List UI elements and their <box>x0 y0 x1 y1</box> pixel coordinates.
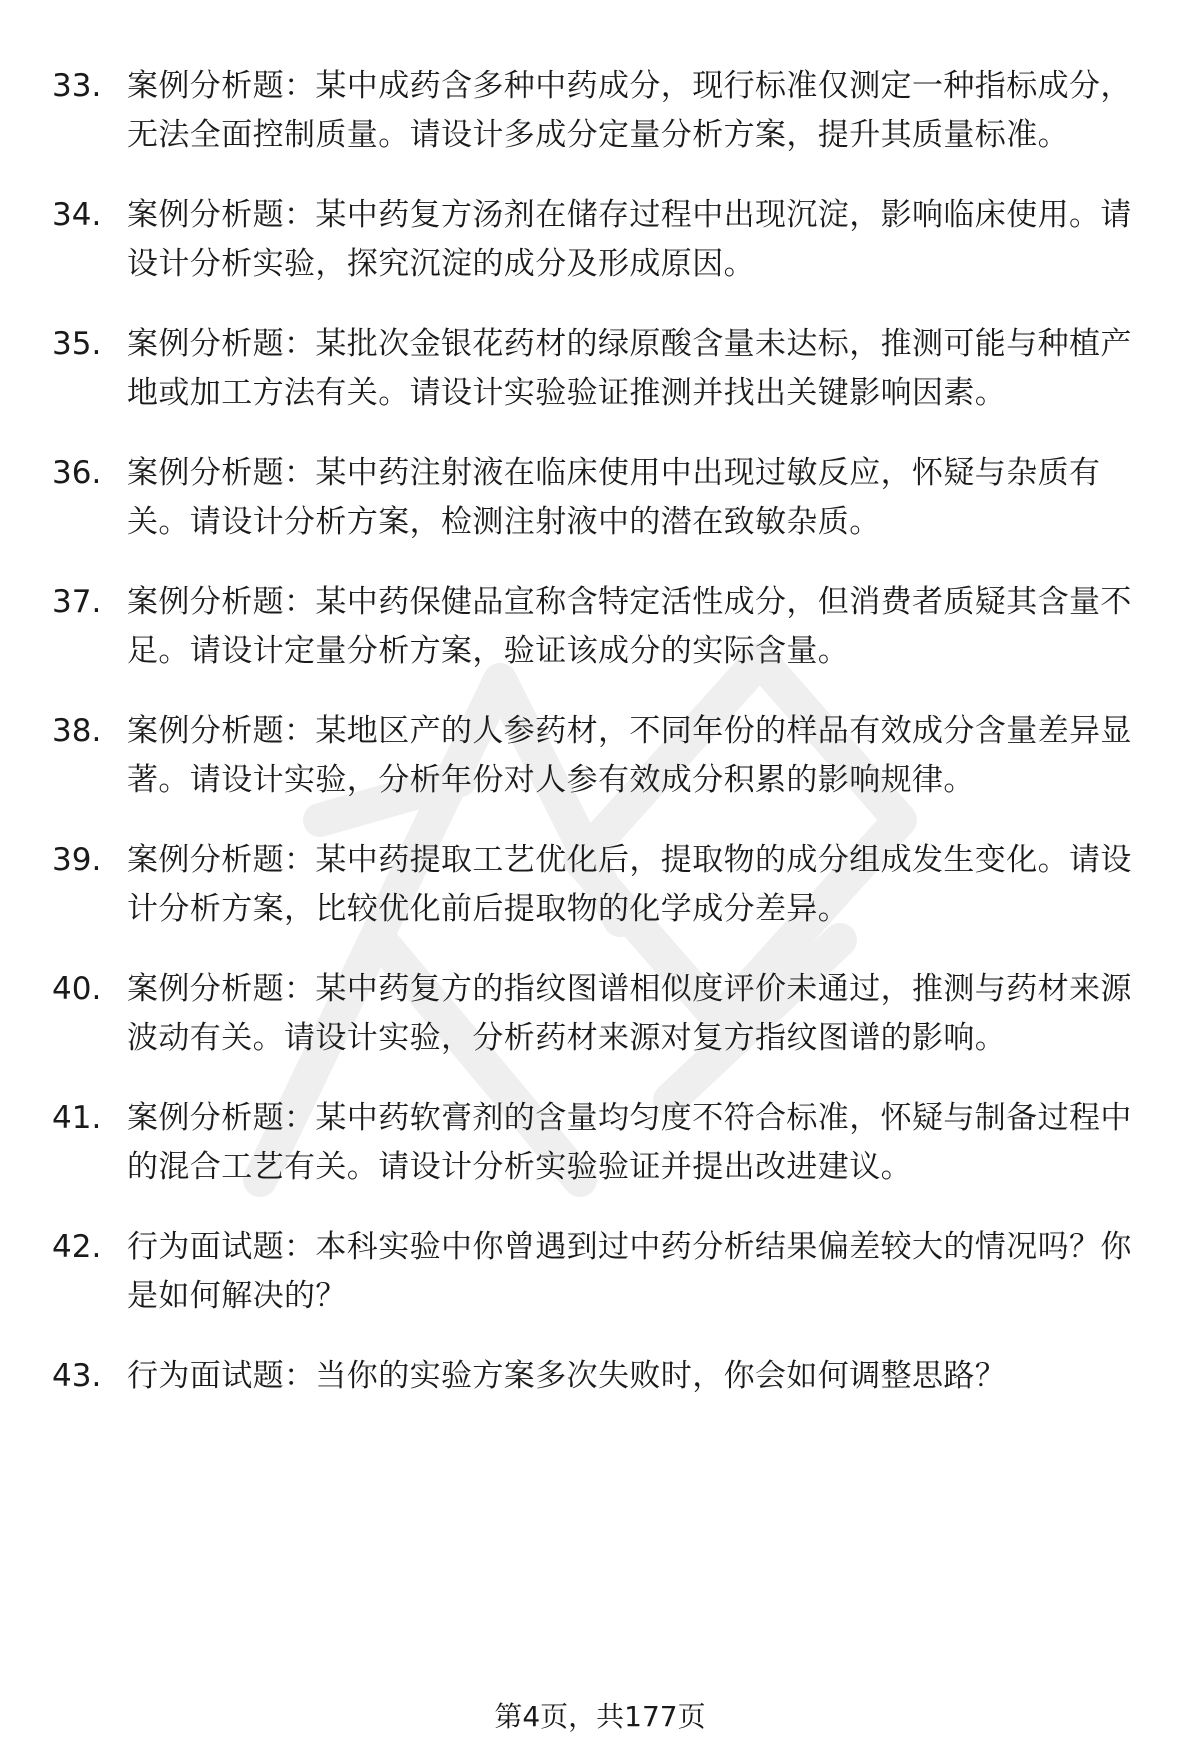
list-item <box>52 320 1152 418</box>
list-item <box>52 578 1152 676</box>
question-number: 37. <box>52 584 102 620</box>
list-item <box>52 191 1152 289</box>
question-number: 43. <box>52 1358 102 1394</box>
question-text: 行为面试题：当你的实验方案多次失败时，你会如何调整思路？ <box>127 1358 1007 1394</box>
question-text: 案例分析题：某中药保健品宣称含特定活性成分，但消费者质疑其含量不足。请设计定量分析方案，验证该成分的实际含量。 <box>127 584 1132 669</box>
question-number: 33. <box>52 68 102 104</box>
list-item <box>52 1352 1152 1401</box>
question-number: 39. <box>52 842 102 878</box>
question-number: 41. <box>52 1100 102 1136</box>
question-number: 34. <box>52 197 102 233</box>
question-text: 案例分析题：某中药注射液在临床使用中出现过敏反应，怀疑与杂质有关。请设计分析方案，检测注射液中的潜在致敏杂质。 <box>127 455 1101 540</box>
list-item <box>52 1094 1152 1192</box>
list-item <box>52 62 1152 160</box>
question-text: 案例分析题：某批次金银花药材的绿原酸含量未达标，推测可能与种植产地或加工方法有关。请设计实验验证推测并找出关键影响因素。 <box>127 326 1132 411</box>
question-number: 35. <box>52 326 102 362</box>
list-item <box>52 836 1152 934</box>
question-text: 案例分析题：某中药提取工艺优化后，提取物的成分组成发生变化。请设计分析方案，比较优化前后提取物的化学成分差异。 <box>127 842 1132 927</box>
page-footer: 第4页，共177页 <box>494 1700 706 1733</box>
question-text: 案例分析题：某中药复方的指纹图谱相似度评价未通过，推测与药材来源波动有关。请设计实验，分析药材来源对复方指纹图谱的影响。 <box>127 971 1132 1056</box>
list-item <box>52 965 1152 1063</box>
question-number: 38. <box>52 713 102 749</box>
list-item <box>52 1223 1152 1321</box>
list-item <box>52 707 1152 805</box>
question-text: 案例分析题：某中药软膏剂的含量均匀度不符合标准，怀疑与制备过程中的混合工艺有关。请设计分析实验验证并提出改进建议。 <box>127 1100 1132 1185</box>
question-number: 42. <box>52 1229 102 1265</box>
question-number: 36. <box>52 455 102 491</box>
question-text: 案例分析题：某地区产的人参药材，不同年份的样品有效成分含量差异显著。请设计实验，分析年份对人参有效成分积累的影响规律。 <box>127 713 1132 798</box>
question-list <box>52 62 1152 1432</box>
question-text: 案例分析题：某中药复方汤剂在储存过程中出现沉淀，影响临床使用。请设计分析实验，探究沉淀的成分及形成原因。 <box>127 197 1132 282</box>
question-text: 案例分析题：某中成药含多种中药成分，现行标准仅测定一种指标成分，无法全面控制质量。请设计多成分定量分析方案，提升其质量标准。 <box>127 68 1132 153</box>
question-number: 40. <box>52 971 102 1007</box>
question-text: 行为面试题：本科实验中你曾遇到过中药分析结果偏差较大的情况吗？你是如何解决的？ <box>127 1229 1132 1314</box>
list-item <box>52 449 1152 547</box>
